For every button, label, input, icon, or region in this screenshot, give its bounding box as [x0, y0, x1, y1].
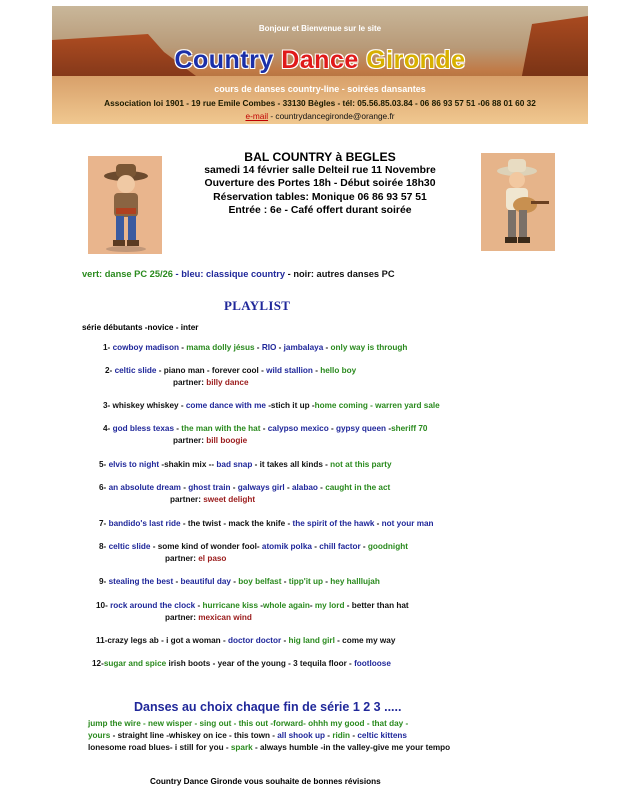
dance-text: -: [230, 483, 238, 492]
dance-text: god bless texas: [112, 424, 174, 433]
partner-line: [165, 554, 226, 563]
dance-text: - piano man - forever cool -: [156, 366, 267, 375]
dance-text: partner:: [173, 378, 207, 387]
dance-text: tipp'it up: [288, 577, 323, 586]
dance-text: sweet delight: [203, 495, 256, 504]
cowboy-left-icon: [88, 156, 162, 254]
site-subtitle: cours de danses country-line - soirées dansantes: [214, 84, 426, 94]
dance-text: -: [260, 424, 268, 433]
dance-text: 12-: [92, 659, 104, 668]
title-word-1: Country: [174, 46, 274, 74]
association-address: Association loi 1901 - 19 rue Emile Combes - 33130 Bègles - tél: 05.56.85.03.84 - 06 86 93 57 51 -06 88 01 60 32: [104, 98, 536, 108]
dance-text: not at this party: [330, 460, 392, 469]
dance-text: galways girl: [237, 483, 285, 492]
dance-text: 7-: [99, 519, 109, 528]
dance-text: 6-: [99, 483, 109, 492]
dance-text: jambalaya: [283, 343, 324, 352]
cowboy-guitar-icon: [481, 153, 555, 251]
dance-text: ridin: [332, 731, 351, 740]
dance-text: irish boots - year of the young - 3 tequila floor -: [166, 659, 355, 668]
partner-line: [165, 613, 252, 622]
dance-text: boy belfast: [238, 577, 282, 586]
dance-text: partner:: [165, 554, 199, 563]
dance-text: 11-crazy legs ab - i got a woman -: [96, 636, 228, 645]
dance-text: come dance with me: [185, 401, 266, 410]
choice-line: [88, 743, 450, 752]
dance-text: caught in the act: [325, 483, 391, 492]
dance-text: -: [386, 424, 392, 433]
cowboy-figure-left: [88, 156, 162, 254]
dance-text: only way is through: [330, 343, 408, 352]
dance-text: partner:: [173, 436, 207, 445]
dance-text: -: [173, 577, 181, 586]
welcome-text: Bonjour et Bienvenue sur le site: [258, 24, 382, 33]
email-line: [52, 111, 588, 121]
dance-text: -: [328, 424, 336, 433]
partner-line: [173, 436, 247, 445]
dance-text: ghost train: [188, 483, 231, 492]
dance-text: - straight line -whiskey on ice - this town -: [110, 731, 278, 740]
dance-text: wild stallion: [266, 366, 313, 375]
dance-text: -: [276, 343, 284, 352]
dance-text: -: [311, 542, 320, 551]
dance-text: -: [325, 731, 333, 740]
playlist-row: [96, 636, 395, 645]
playlist-row: [99, 542, 408, 551]
dance-text: elvis to night: [108, 460, 160, 469]
dance-text: celtic slide: [114, 366, 157, 375]
cowboy-figure-right: [481, 153, 555, 251]
partner-line: [170, 495, 255, 504]
dance-text: - better than hat: [344, 601, 409, 610]
dance-text: - the twist - mack the knife -: [180, 519, 293, 528]
dance-text: -: [312, 366, 321, 375]
dance-text: -: [322, 577, 331, 586]
dance-text: lonesome road blues- i still for you -: [88, 743, 231, 752]
dance-text: 4-: [103, 424, 113, 433]
dance-text: -shakin mix --: [159, 460, 217, 469]
dance-text: -: [350, 731, 358, 740]
playlist-row: [92, 659, 391, 668]
dance-text: 1-: [103, 343, 113, 352]
dance-text: mama dolly jésus: [186, 343, 255, 352]
dance-text: atomik polka: [261, 542, 312, 551]
dance-text: rock around the clock: [110, 601, 196, 610]
dance-text: spark: [230, 743, 253, 752]
dance-text: stealing the best: [108, 577, 174, 586]
color-legend: [82, 269, 395, 279]
dance-text: the man with the hat: [181, 424, 261, 433]
dance-text: bad snap: [216, 460, 253, 469]
choice-title: Danses au choix chaque fin de série 1 2 3 .....: [134, 700, 402, 714]
dance-text: -: [174, 424, 182, 433]
dance-text: -: [254, 343, 262, 352]
dance-text: - always humble -in the valley-give me your tempo: [252, 743, 451, 752]
dance-text: 9-: [99, 577, 109, 586]
event-price: Entrée : 6e - Café offert durant soirée: [228, 204, 412, 216]
dance-text: home coming - warren yard sale: [314, 401, 440, 410]
dance-text: beautiful day: [180, 577, 231, 586]
footer-message: Country Dance Gironde vous souhaite de bonnes révisions: [150, 777, 381, 786]
dance-text: 5-: [99, 460, 109, 469]
dance-text: jump the wire - new wisper - sing out - this out -forward- ohhh my good - that day -: [88, 719, 409, 728]
dance-text: sheriff 70: [391, 424, 428, 433]
dance-text: RIO: [261, 343, 277, 352]
title-word-3: Gironde: [366, 46, 466, 74]
dance-text: -: [374, 519, 382, 528]
choice-line: [88, 731, 407, 740]
dance-text: partner:: [165, 613, 199, 622]
legend-green: vert: danse PC 25/26: [82, 269, 173, 279]
dance-text: all shook up: [277, 731, 326, 740]
dance-text: sugar and spice: [103, 659, 167, 668]
event-reservation: Réservation tables: Monique 06 86 93 57 51: [213, 191, 427, 203]
dance-text: el paso: [198, 554, 227, 563]
dance-text: hurricane kiss: [202, 601, 259, 610]
playlist-title: PLAYLIST: [224, 298, 291, 313]
dance-text: -: [360, 542, 368, 551]
event-times: Ouverture des Portes 18h - Début soirée 18h30: [204, 178, 436, 190]
dance-text: doctor doctor: [227, 636, 282, 645]
dance-text: -: [258, 601, 264, 610]
dance-text: an absolute dream: [108, 483, 181, 492]
dance-text: gypsy queen: [335, 424, 387, 433]
dance-text: alabao: [291, 483, 318, 492]
dance-text: hey halllujah: [330, 577, 380, 586]
dance-text: my lord: [314, 601, 345, 610]
choice-line: [88, 719, 408, 728]
dance-text: goodnight: [367, 542, 408, 551]
legend-black: - noir: autres danses PC: [285, 269, 395, 279]
dance-text: -: [180, 483, 189, 492]
dance-text: bill boogie: [206, 436, 248, 445]
event-info: [160, 151, 480, 217]
dance-text: -: [178, 343, 187, 352]
site-title: [52, 46, 588, 75]
playlist-row: [105, 366, 356, 375]
dance-text: 2-: [105, 366, 115, 375]
dance-text: - some kind of wonder fool-: [150, 542, 262, 551]
dance-text: celtic slide: [108, 542, 151, 551]
playlist-row: [103, 401, 440, 410]
dance-text: hig land girl: [288, 636, 335, 645]
serie-levels: série débutants -novice - inter: [82, 323, 199, 332]
title-word-2: Dance: [281, 46, 359, 74]
playlist-row: [99, 460, 392, 469]
dance-text: -: [281, 577, 289, 586]
dance-text: yours: [88, 731, 111, 740]
playlist-row: [99, 519, 434, 528]
dance-text: not your man: [381, 519, 434, 528]
dance-text: whole again: [263, 601, 310, 610]
dance-text: mexican wind: [198, 613, 252, 622]
dance-text: -: [195, 601, 203, 610]
dance-text: 3- whiskey whiskey -: [103, 401, 186, 410]
dance-text: footloose: [354, 659, 391, 668]
dance-text: -: [230, 577, 239, 586]
dance-text: hello boy: [320, 366, 357, 375]
partner-line: [173, 378, 249, 387]
playlist-row: [99, 483, 390, 492]
playlist-row: [99, 577, 380, 586]
dance-text: -: [309, 601, 315, 610]
email-link[interactable]: e-mail: [245, 111, 269, 121]
dance-text: bandido's last ride: [108, 519, 181, 528]
dance-text: partner:: [170, 495, 204, 504]
email-address: - countrydancegironde@orange.fr: [268, 111, 395, 121]
dance-text: the spirit of the hawk: [292, 519, 375, 528]
dance-text: - it takes all kinds -: [252, 460, 331, 469]
dance-text: billy dance: [206, 378, 249, 387]
legend-blue: - bleu: classique country: [172, 269, 286, 279]
header-banner: [52, 6, 588, 124]
playlist-row: [96, 601, 409, 610]
dance-text: celtic kittens: [357, 731, 407, 740]
dance-text: -stich it up -: [265, 401, 315, 410]
dance-text: - come my way: [334, 636, 396, 645]
dance-text: 8-: [99, 542, 109, 551]
dance-text: -: [317, 483, 326, 492]
event-heading: BAL COUNTRY à BEGLES: [244, 150, 396, 164]
dance-text: chill factor: [319, 542, 361, 551]
dance-text: 10-: [96, 601, 111, 610]
dance-text: -: [284, 483, 292, 492]
dance-text: -: [323, 343, 331, 352]
dance-text: -: [281, 636, 289, 645]
playlist-row: [103, 424, 427, 433]
dance-text: cowboy madison: [112, 343, 179, 352]
playlist-row: [103, 343, 407, 352]
event-date-venue: samedi 14 février salle Delteil rue 11 Novembre: [204, 165, 436, 177]
dance-text: calypso mexico: [267, 424, 329, 433]
